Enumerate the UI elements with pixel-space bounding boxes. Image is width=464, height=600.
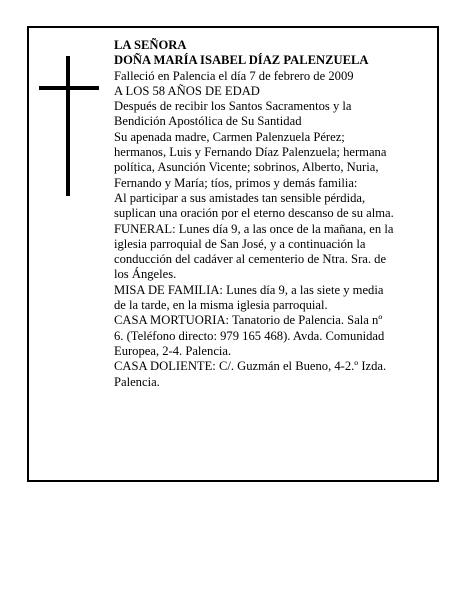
notice-line: hermanos, Luis y Fernando Díaz Palenzuela; hermana: [114, 145, 387, 160]
notice-line: Europea, 2-4. Palencia.: [114, 343, 232, 358]
notice-line: Su apenada madre, Carmen Palenzuela Pérez;: [114, 129, 345, 144]
cross-icon-vertical-bar: [66, 56, 70, 196]
notice-line: CASA MORTUORIA: Tanatorio de Palencia. Sala nº: [114, 313, 383, 328]
notice-line: Falleció en Palencia el día 7 de febrero de 2009: [114, 68, 354, 83]
cross-icon-horizontal-bar: [39, 86, 99, 90]
obituary-text: [114, 38, 429, 390]
notice-line: política, Asunción Vicente; sobrinos, Alberto, Nuria,: [114, 160, 379, 175]
notice-line: Después de recibir los Santos Sacramentos y la: [114, 99, 352, 114]
notice-title: LA SEÑORA: [114, 38, 187, 52]
notice-line: Al participar a sus amistades tan sensible pérdida,: [114, 190, 366, 205]
notice-line: 6. (Teléfono directo: 979 165 468). Avda. Comunidad: [114, 328, 385, 343]
notice-line: los Ángeles.: [114, 267, 177, 282]
notice-line: FUNERAL: Lunes día 9, a las once de la mañana, en la: [114, 221, 394, 236]
notice-line: iglesia parroquial de San José, y a continuación la: [114, 236, 366, 251]
notice-line: Fernando y María; tíos, primos y demás familia:: [114, 175, 358, 190]
notice-line: A LOS 58 AÑOS DE EDAD: [114, 83, 260, 98]
notice-line: Bendición Apostólica de Su Santidad: [114, 114, 302, 129]
notice-line: Palencia.: [114, 374, 160, 389]
notice-line: MISA DE FAMILIA: Lunes día 9, a las siete y media: [114, 282, 384, 297]
notice-line: suplican una oración por el eterno descanso de su alma.: [114, 206, 394, 221]
deceased-name: DOÑA MARÍA ISABEL DÍAZ PALENZUELA: [114, 53, 369, 68]
notice-line: conducción del cadáver al cementerio de Ntra. Sra. de: [114, 252, 387, 267]
notice-line: CASA DOLIENTE: C/. Guzmán el Bueno, 4-2.º Izda.: [114, 359, 387, 374]
notice-line: de la tarde, en la misma iglesia parroquial.: [114, 298, 328, 313]
